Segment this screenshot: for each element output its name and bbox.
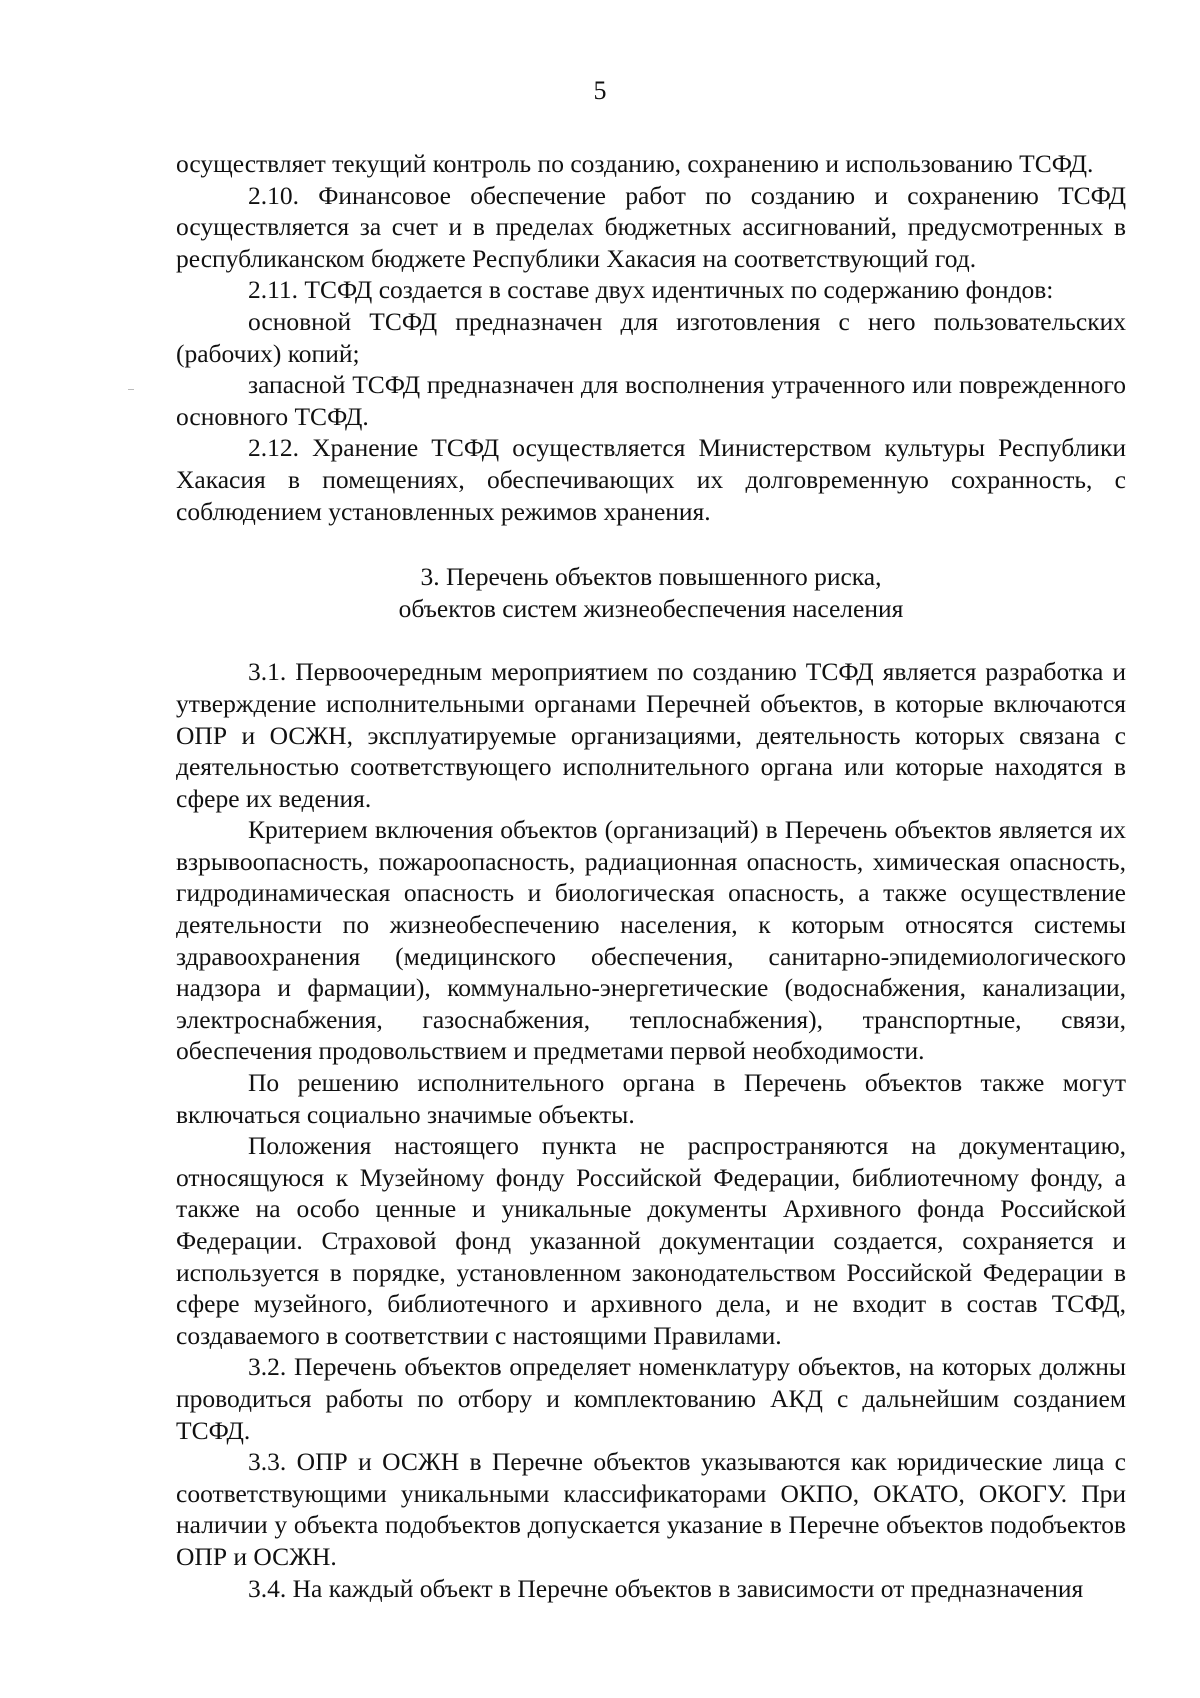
paragraph: 2.12. Хранение ТСФД осуществляется Министерством культуры Республики Хакасия в помещениях, обеспечивающих их долговременную сохранность, с соблюдением установленных режимов хранения. bbox=[176, 433, 1126, 526]
section-heading bbox=[176, 561, 1126, 624]
paragraph: 3.2. Перечень объектов определяет номенклатуру объектов, на которых должны проводиться работы по отбору и комплектованию АКД с дальнейшим созданием ТСФД. bbox=[176, 1352, 1126, 1445]
paragraph: 2.10. Финансовое обеспечение работ по созданию и сохранению ТСФД осуществляется за счет и в пределах бюджетных ассигнований, предусмотренных в республиканском бюджете Республики Хакасия на соответствующий год. bbox=[176, 180, 1126, 273]
scan-mark bbox=[128, 389, 134, 390]
paragraph: По решению исполнительного органа в Перечень объектов также могут включаться социально значимые объекты. bbox=[176, 1068, 1126, 1129]
paragraph: 2.11. ТСФД создается в составе двух идентичных по содержанию фондов: bbox=[248, 275, 1054, 305]
paragraph: 3.1. Первоочередным мероприятием по созданию ТСФД является разработка и утверждение исполнительными органами Перечней объектов, в которые включаются ОПР и ОСЖН, эксплуатируемые организациями, деятельность которых связана с деятельностью соответствующего исполнительного органа или которые находятся в сфере их ведения. bbox=[176, 657, 1126, 813]
paragraph: 3.4. На каждый объект в Перечне объектов в зависимости от предназначения bbox=[248, 1573, 1084, 1603]
paragraph: запасной ТСФД предназначен для восполнения утраченного или поврежденного основного ТСФД. bbox=[176, 370, 1126, 431]
paragraph: основной ТСФД предназначен для изготовления с него пользовательских (рабочих) копий; bbox=[176, 306, 1126, 368]
section-heading-line: 3. Перечень объектов повышенного риска, bbox=[420, 562, 882, 592]
document-body bbox=[176, 148, 1126, 1604]
paragraph: Положения настоящего пункта не распространяются на документацию, относящуюся к Музейному фонду Российской Федерации, библиотечному фонду, а также на особо ценные и уникальные документы Архивного фонда Российской Федерации. Страховой фонд указанной документации создается, сохраняется и используется в порядке, установленном законодательством Российской Федерации в сфере музейного, библиотечного и архивного дела, и не входит в состав ТСФД, создаваемого в соответствии с настоящими Правилами. bbox=[176, 1131, 1126, 1350]
paragraph: 3.3. ОПР и ОСЖН в Перечне объектов указываются как юридические лица с соответствующими уникальными классификаторами ОКПО, ОКАТО, ОКОГУ. При наличии у объекта подобъектов допускается указание в Перечне объектов подобъектов ОПР и ОСЖН. bbox=[176, 1447, 1126, 1571]
section-heading-line: объектов систем жизнеобеспечения населения bbox=[398, 593, 904, 623]
paragraph: Критерием включения объектов (организаций) в Перечень объектов является их взрывоопасность, пожароопасность, радиационная опасность, химическая опасность, гидродинамическая опасность и биологическая опасность, а также осуществление деятельности по жизнеобеспечению населения, к которым относятся системы здравоохранения (медицинского обеспечения, санитарно-эпидемиологического надзора и фармации), коммунально-энергетические (водоснабжения, канализации, электроснабжения, газоснабжения, теплоснабжения), транспортные, связи, обеспечения продовольствием и предметами первой необходимости. bbox=[176, 815, 1126, 1066]
page-number: 5 bbox=[593, 76, 607, 105]
paragraph: осуществляет текущий контроль по созданию, сохранению и использованию ТСФД. bbox=[176, 149, 1094, 178]
